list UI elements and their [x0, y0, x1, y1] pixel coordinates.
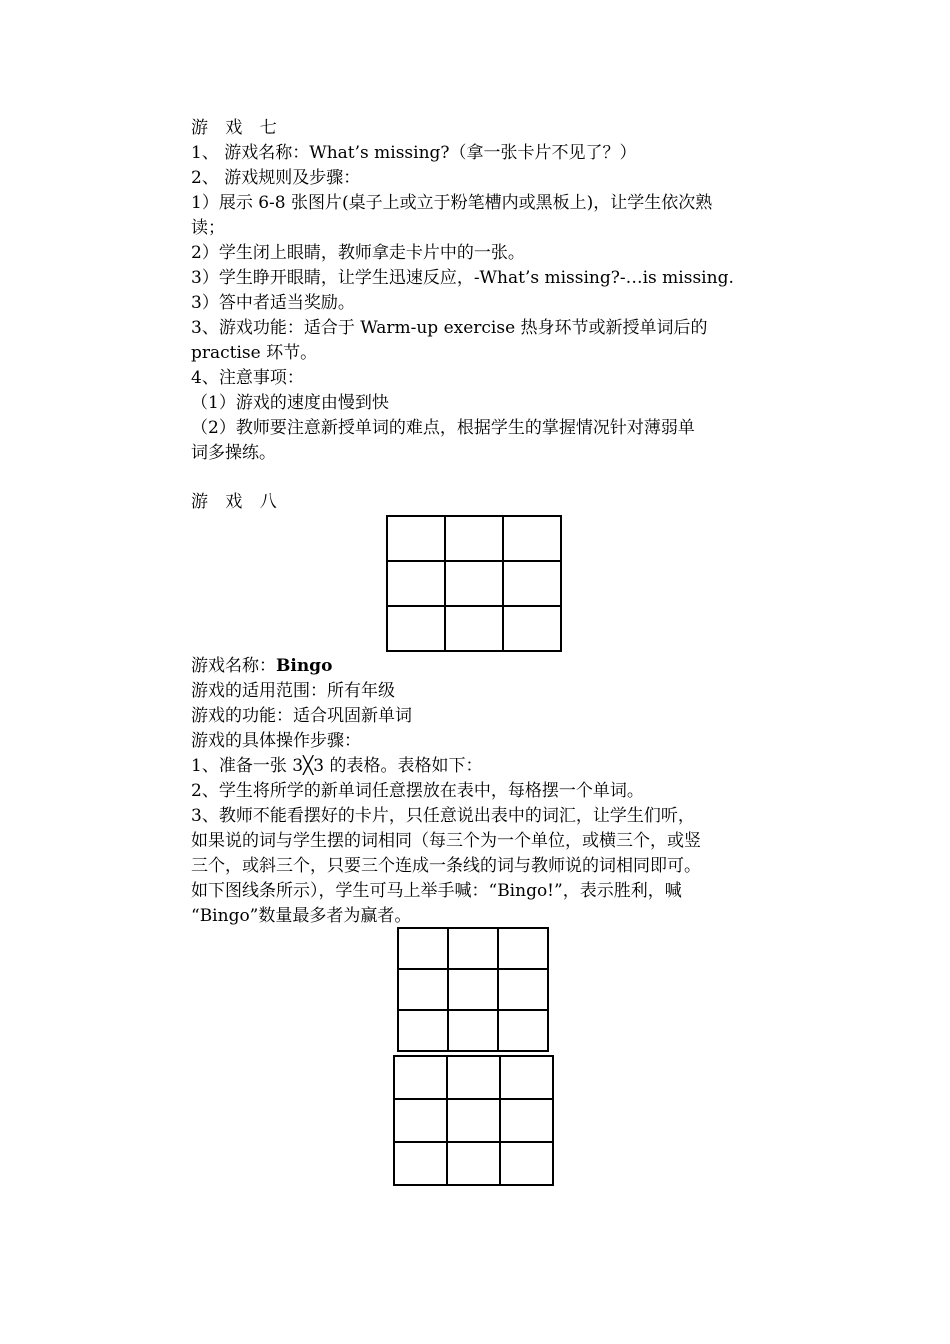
grid-cell — [500, 1056, 553, 1099]
grid-cell — [394, 1099, 447, 1142]
game8-title: 游 戏 八 — [191, 492, 283, 512]
grid-cell — [503, 561, 561, 606]
game7-line-10: 4、注意事项： — [191, 368, 304, 388]
game8-name-value: Bingo — [276, 656, 333, 676]
game7-line-5: 2）学生闭上眼睛，教师拿走卡片中的一张。 — [191, 243, 525, 263]
grid-cell — [498, 1010, 548, 1051]
grid-cell — [447, 1142, 500, 1185]
grid-cell — [503, 606, 561, 651]
grid-cell — [445, 516, 503, 561]
game8-line-1: 游戏的适用范围：所有年级 — [191, 681, 395, 701]
grid-cell — [398, 928, 448, 969]
bingo-grid-empty — [386, 515, 562, 652]
grid-cell — [500, 1099, 553, 1142]
game7-line-6: 3）学生睁开眼睛，让学生迅速反应，-What’s missing?-…is missing. — [191, 268, 734, 288]
game7-line-8: 3、游戏功能：适合于 Warm-up exercise 热身环节或新授单词后的 — [191, 318, 708, 338]
game7-line-13: 词多操练。 — [191, 443, 276, 463]
game8-name-line — [191, 654, 332, 678]
game7-line-12: （2）教师要注意新授单词的难点，根据学生的掌握情况针对薄弱单 — [191, 418, 695, 438]
game7-line-2: 2、 游戏规则及步骤： — [191, 168, 361, 188]
game8-line-6: 3、教师不能看摆好的卡片，只任意说出表中的词汇，让学生们听， — [191, 806, 695, 826]
game8-line-4: 1、准备一张 3╳3 的表格。表格如下： — [191, 756, 483, 776]
grid-cell — [398, 1010, 448, 1051]
bingo-grid-example-2 — [393, 1055, 554, 1186]
bingo-grid-example-1 — [397, 927, 549, 1052]
game8-line-8: 三个，或斜三个，只要三个连成一条线的词与教师说的词相同即可。 — [191, 856, 701, 876]
grid-cell — [445, 561, 503, 606]
game8-line-2: 游戏的功能：适合巩固新单词 — [191, 706, 412, 726]
game8-line-9: 如下图线条所示），学生可马上举手喊：“Bingo!”，表示胜利，喊 — [191, 881, 682, 901]
game7-line-7: 3）答中者适当奖励。 — [191, 293, 355, 313]
game8-line-3: 游戏的具体操作步骤： — [191, 731, 361, 751]
grid-cell — [503, 516, 561, 561]
game8-line-7: 如果说的词与学生摆的词相同（每三个为一个单位，或横三个，或竖 — [191, 831, 701, 851]
grid-cell — [448, 969, 498, 1010]
game8-line-5: 2、学生将所学的新单词任意摆放在表中，每格摆一个单词。 — [191, 781, 644, 801]
grid-cell — [394, 1056, 447, 1099]
game7-line-4: 读； — [191, 218, 225, 238]
grid-cell — [445, 606, 503, 651]
grid-cell — [398, 969, 448, 1010]
grid-cell — [500, 1142, 553, 1185]
grid-cell — [448, 928, 498, 969]
game8-name-label: 游戏名称： — [191, 656, 276, 676]
game8-line-10: “Bingo”数量最多者为赢者。 — [191, 906, 412, 926]
game7-line-9: practise 环节。 — [191, 343, 318, 363]
game7-line-3: 1）展示 6-8 张图片(桌子上或立于粉笔槽内或黑板上)，让学生依次熟 — [191, 193, 713, 213]
grid-cell — [447, 1099, 500, 1142]
game7-line-11: （1）游戏的速度由慢到快 — [191, 393, 389, 413]
grid-cell — [498, 969, 548, 1010]
grid-cell — [387, 606, 445, 651]
game7-title: 游 戏 七 — [191, 118, 283, 138]
game7-line-1: 1、 游戏名称：What’s missing?（拿一张卡片不见了？） — [191, 143, 637, 163]
grid-cell — [448, 1010, 498, 1051]
grid-cell — [394, 1142, 447, 1185]
grid-cell — [387, 516, 445, 561]
grid-cell — [447, 1056, 500, 1099]
grid-cell — [498, 928, 548, 969]
grid-cell — [387, 561, 445, 606]
